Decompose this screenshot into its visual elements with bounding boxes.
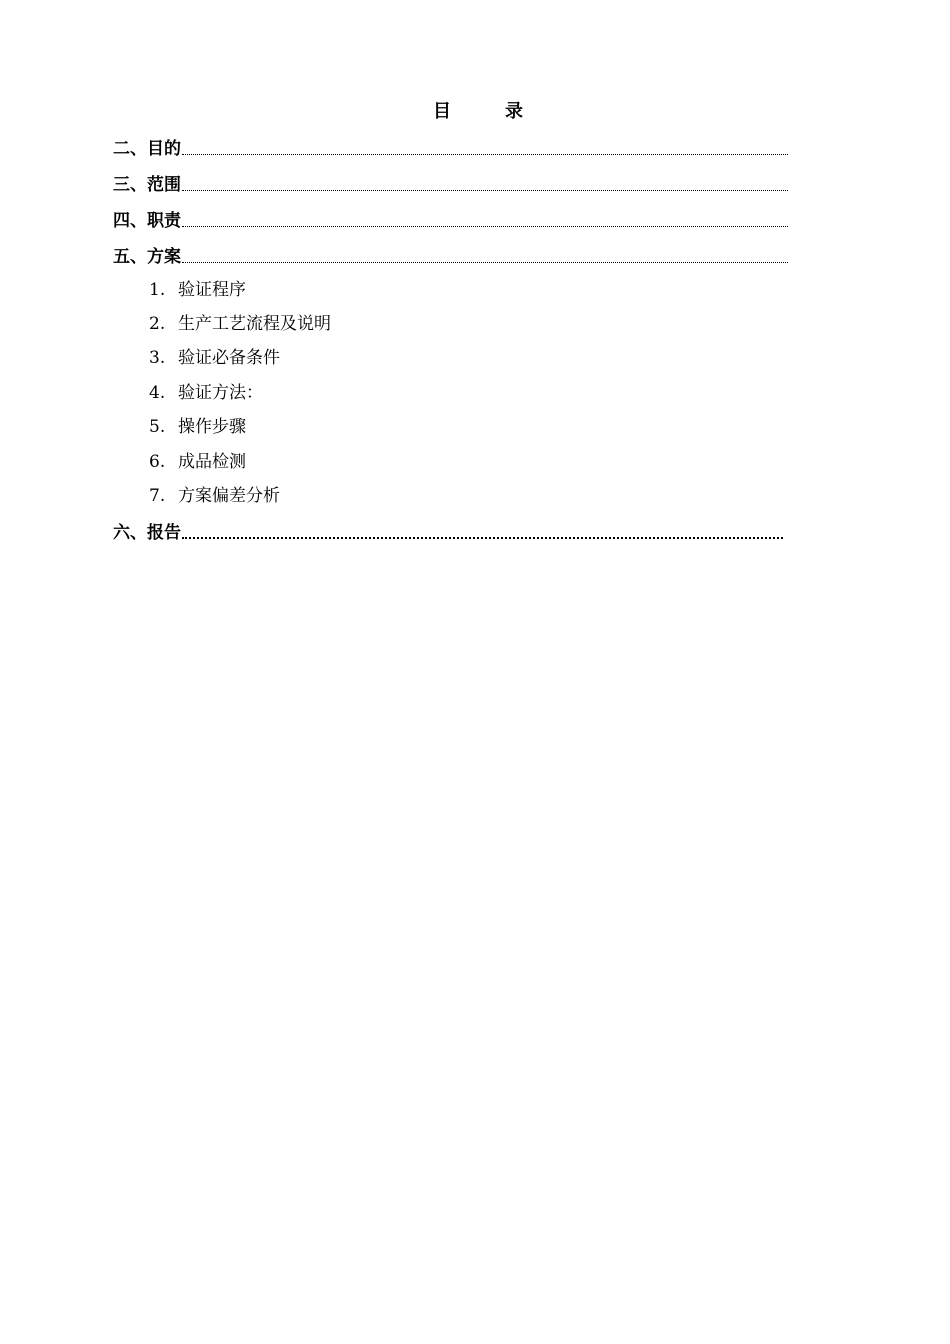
toc-entry-label: 六、报告 — [113, 523, 181, 543]
toc-entry-label: 二、目的 — [113, 139, 181, 159]
dot-leader — [182, 537, 783, 539]
toc-title: 目 录 — [433, 101, 541, 122]
toc-entry[interactable] — [113, 172, 788, 196]
toc-subentry[interactable] — [149, 279, 246, 301]
toc-subentry-label: 操作步骤 — [178, 417, 246, 437]
toc-subentry[interactable] — [149, 382, 263, 404]
toc-subentry-number: 3. — [149, 348, 166, 368]
dot-leader — [182, 226, 788, 227]
toc-subentry[interactable] — [149, 416, 246, 438]
toc-subentry-label: 验证方法： — [178, 383, 263, 403]
toc-entry[interactable] — [113, 136, 788, 160]
toc-subentry-label: 验证程序 — [178, 280, 246, 300]
toc-subentry[interactable] — [149, 485, 280, 507]
toc-entry-label: 三、范围 — [113, 175, 181, 195]
dot-leader — [182, 262, 788, 263]
toc-subentry-number: 1. — [149, 280, 166, 300]
toc-subentry-number: 6. — [149, 452, 166, 472]
dot-leader — [182, 190, 788, 191]
toc-subentry-label: 方案偏差分析 — [178, 486, 280, 506]
toc-subentry-label: 成品检测 — [178, 452, 246, 472]
toc-entry[interactable] — [113, 208, 788, 232]
toc-subentry-label: 验证必备条件 — [178, 348, 280, 368]
toc-entry[interactable] — [113, 244, 788, 268]
toc-subentry[interactable] — [149, 347, 280, 369]
toc-subentry-number: 7. — [149, 486, 166, 506]
toc-subentry-number: 5. — [149, 417, 166, 437]
toc-subentry[interactable] — [149, 313, 331, 335]
toc-entry-label: 四、职责 — [113, 211, 181, 231]
dot-leader — [182, 154, 788, 155]
toc-subentry-number: 2. — [149, 314, 166, 334]
toc-entry-label: 五、方案 — [113, 247, 181, 267]
toc-subentry[interactable] — [149, 451, 246, 473]
toc-entry[interactable] — [113, 520, 783, 544]
toc-subentry-number: 4. — [149, 383, 166, 403]
toc-subentry-label: 生产工艺流程及说明 — [178, 314, 331, 334]
